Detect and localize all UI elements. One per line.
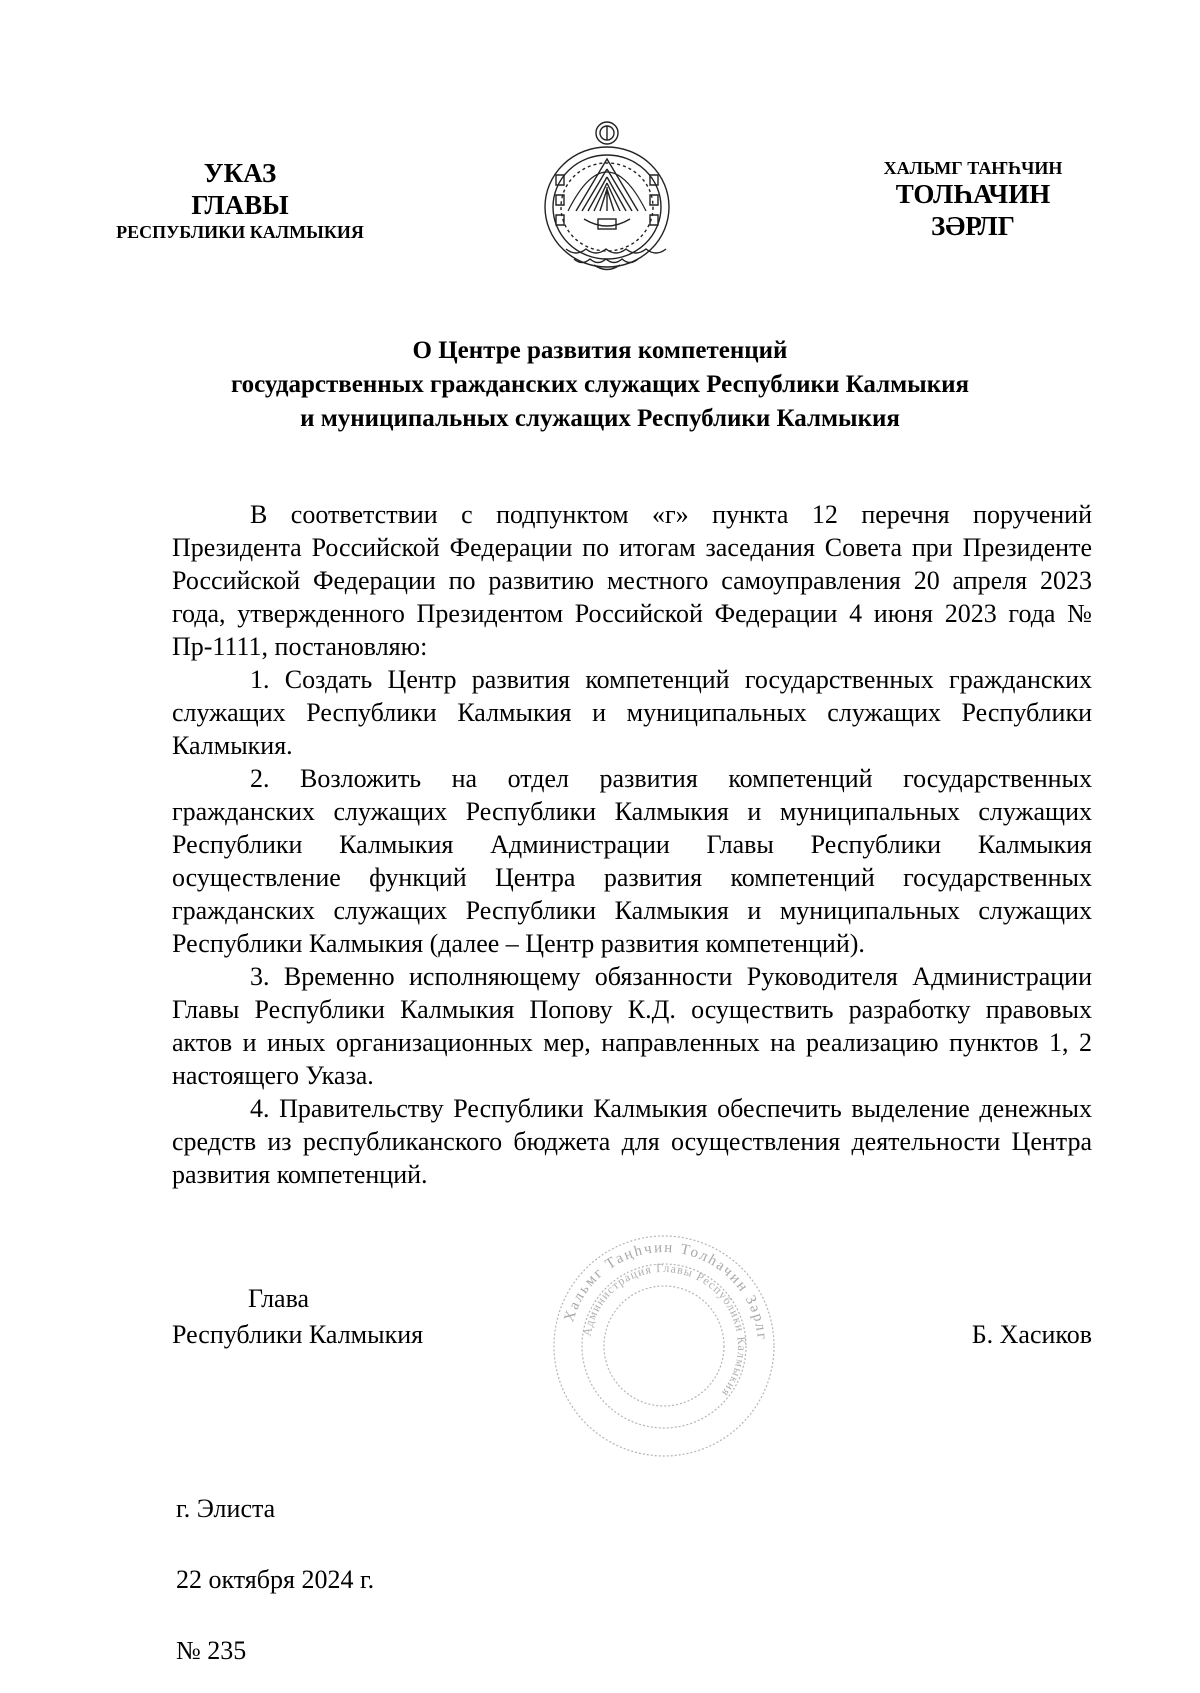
header-left-line1: УКАЗ xyxy=(203,158,277,188)
header-right-line3: ЗӘРЛГ xyxy=(931,211,1015,242)
header-right-line1: ХАЛЬМГ ТАҤҺЧИН xyxy=(883,158,1063,178)
signing-city: г. Элиста xyxy=(176,1494,276,1523)
decree-header-kalmyk xyxy=(843,158,1103,243)
header-right-line2: ТОЛҺАЧИН xyxy=(895,179,1051,210)
seal-inner-text: Администрация Главы Республики Калмыкия xyxy=(579,1260,750,1401)
decree-body xyxy=(172,498,1092,1191)
decree-number: № 235 xyxy=(176,1636,247,1665)
title-line3: и муниципальных служащих Республики Калмыкия xyxy=(300,405,900,432)
decree-item-1: 1. Создать Центр развития компетенций государственных гражданских служащих Республики Калмыкия и муниципальных служащих Республики Калмыкия. xyxy=(172,665,1092,760)
signatory-name: Б. Хасиков xyxy=(971,1320,1092,1349)
title-line2: государственных гражданских служащих Республики Калмыкия xyxy=(230,371,970,398)
header-left-line2: ГЛАВЫ xyxy=(191,189,289,220)
svg-text:Администрация Главы Республики xyxy=(580,1261,749,1400)
signatory-post-line2: Республики Калмыкия xyxy=(172,1320,424,1349)
decree-item-4: 4. Правительству Республики Калмыкия обеспечить выделение денежных средств из республиканского бюджета для осуществления деятельности Центра развития компетенций. xyxy=(172,1094,1092,1189)
decree-header-russian xyxy=(90,158,390,243)
decree-item-2: 2. Возложить на отдел развития компетенций государственных гражданских служащих Республики Калмыкия и муниципальных служащих Республики Калмыкия Администрации Главы Республики Калмыкия осуществление функций Центра развития компетенций государственных гражданских служащих Республики Калмыкия и муниципальных служащих Республики Калмыкия (далее – Центр развития компетенций). xyxy=(172,764,1092,958)
decree-title xyxy=(150,334,1050,436)
decree-item-3: 3. Временно исполняющему обязанности Руководителя Администрации Главы Республики Калмыкия Попову К.Д. осуществить разработку правовых актов и иных организационных мер, направленных на реализацию пунктов 1, 2 настоящего Указа. xyxy=(172,962,1092,1090)
preamble-paragraph: В соответствии с подпунктом «г» пункта 12 перечня поручений Президента Российской Федерации по итогам заседания Совета при Президенте Российской Федерации по развитию местного самоуправления 20 апреля 2023 года, утвержденного Президентом Российской Федерации 4 июня 2023 года № Пр-1111, постановляю: xyxy=(172,500,1092,661)
seal-outer-text: Хальмг Таңһчин Толһачин Зәрлг xyxy=(561,1239,770,1342)
signing-date: 22 октября 2024 г. xyxy=(176,1565,375,1594)
official-seal-icon xyxy=(548,1230,780,1462)
header-left-line3: РЕСПУБЛИКИ КАЛМЫКИЯ xyxy=(116,221,364,242)
signatory-post-line1: Глава xyxy=(248,1284,310,1313)
kalmykia-coat-of-arms-icon xyxy=(536,115,678,275)
title-line1: О Центре развития компетенций xyxy=(412,337,788,364)
signatory-position xyxy=(172,1281,423,1353)
